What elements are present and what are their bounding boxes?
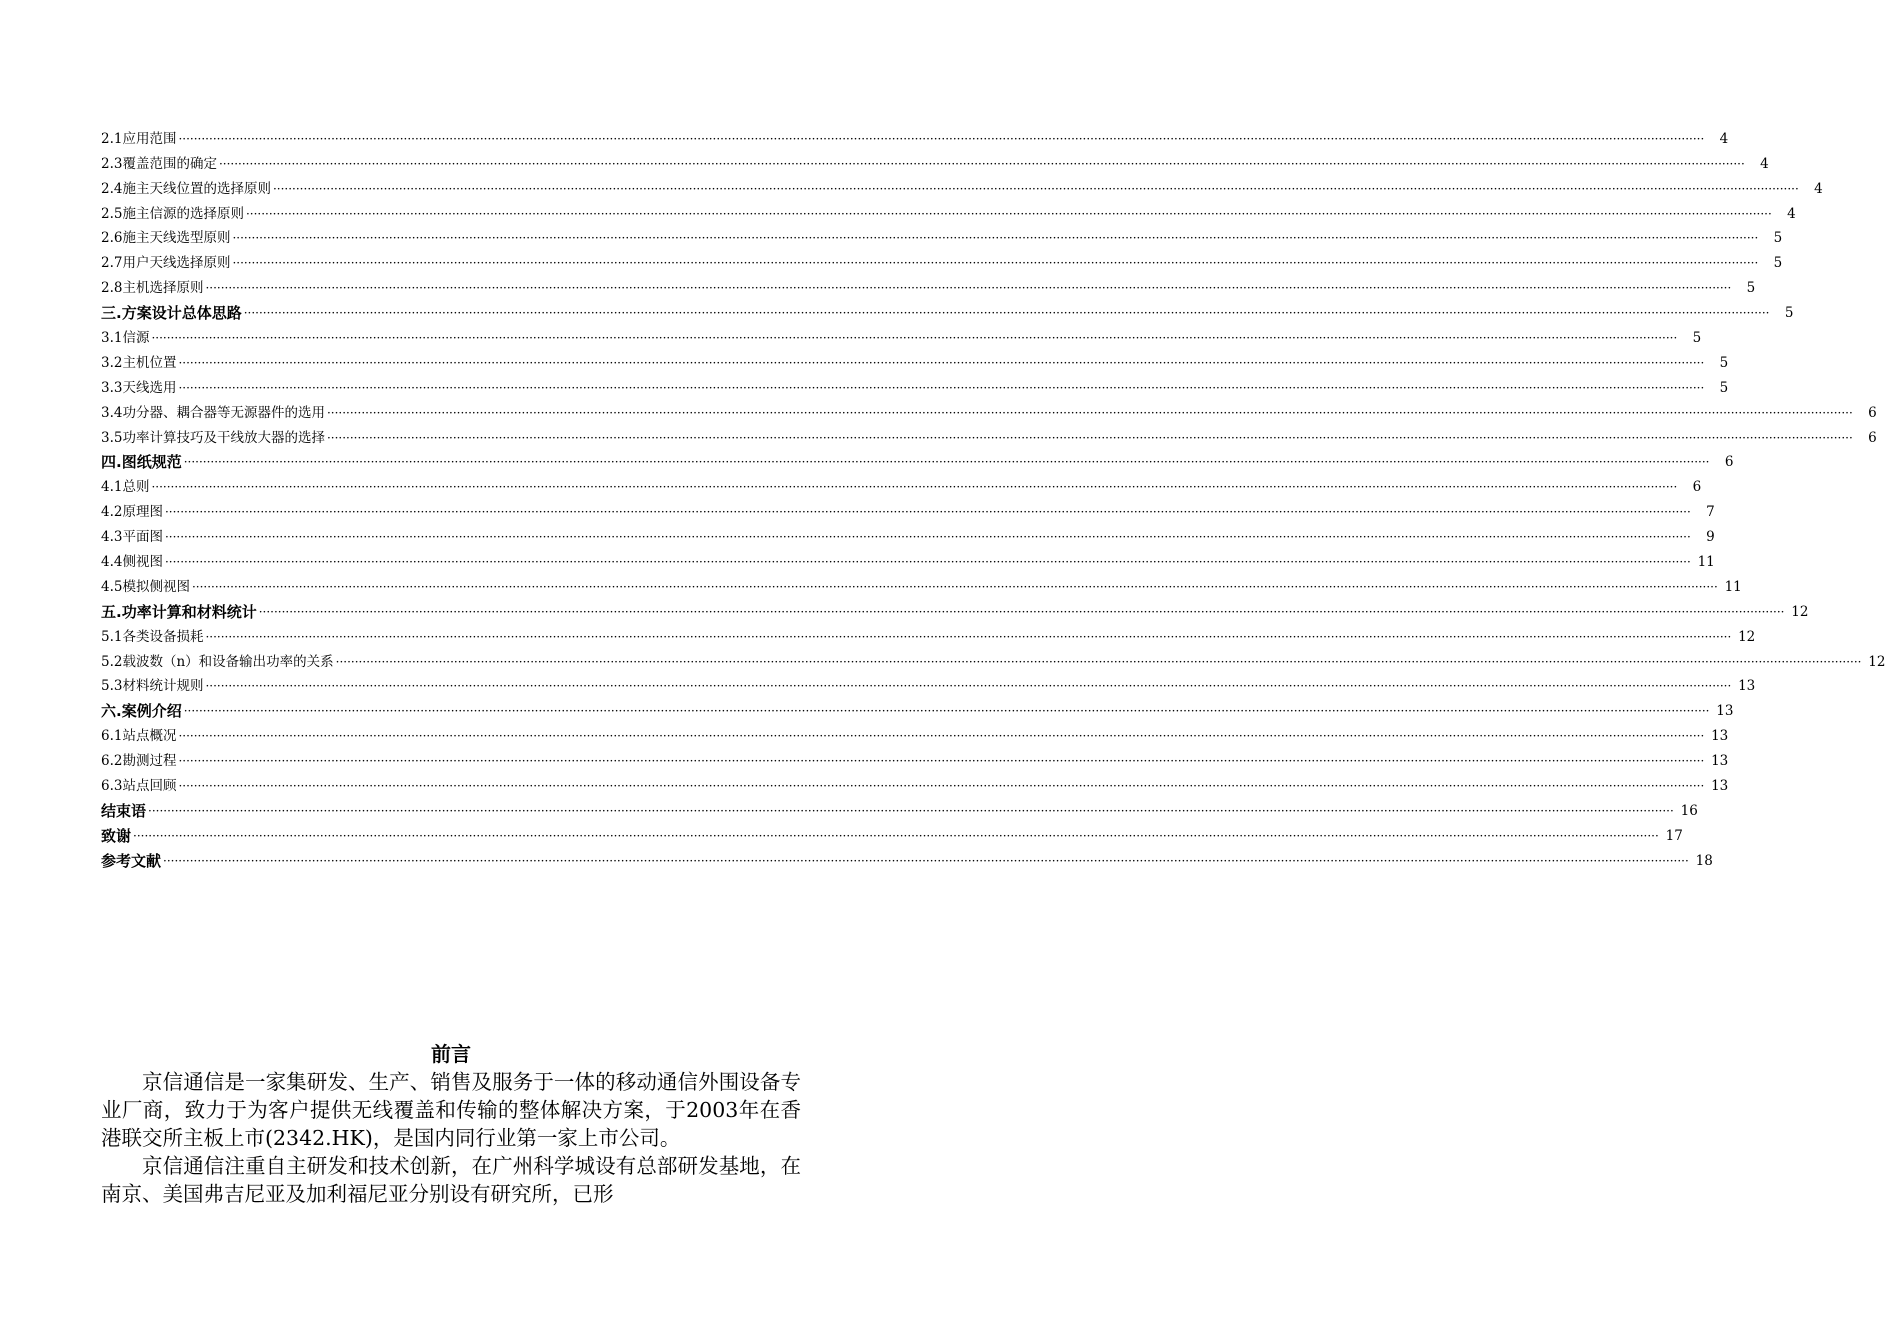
toc-entry-page: 13: [1711, 728, 1729, 745]
toc-entry: [101, 248, 1783, 273]
toc-entry: [101, 597, 1809, 622]
toc-entry: [101, 423, 1877, 448]
toc-entry-page: 9: [1706, 529, 1715, 546]
toc-entry: [101, 522, 1715, 547]
toc-entry: [101, 672, 1756, 697]
toc-leader-dots: ················································································································································································································································································································································································································: [178, 131, 1705, 146]
toc-leader-dots: ················································································································································································································································································································································································································: [205, 281, 1732, 296]
toc-entry: [101, 647, 1885, 672]
toc-leader-dots: ················································································································································································································································································································································································································: [163, 853, 1689, 868]
preface-paragraph: 京信通信是一家集研发、生产、销售及服务于一体的移动通信外围设备专业厂商，致力于为客户提供无线覆盖和传输的整体解决方案，于2003年在香港联交所主板上市(2342.HK)，是国内同行业第一家上市公司。: [101, 1070, 801, 1150]
toc-entry: [101, 497, 1715, 522]
toc-entry-title: 2.8主机选择原则: [101, 280, 204, 297]
toc-leader-dots: ················································································································································································································································································································································································································: [191, 579, 1718, 594]
toc-entry-title: 3.2主机位置: [101, 354, 177, 371]
toc-leader-dots: ················································································································································································································································································································································································································: [164, 530, 1691, 545]
toc-entry-title: 5.3材料统计规则: [101, 678, 204, 695]
toc-leader-dots: ················································································································································································································································································································································································································: [218, 156, 1745, 171]
toc-entry-page: 6: [1868, 429, 1877, 446]
toc-entry: [101, 547, 1715, 572]
toc-leader-dots: ················································································································································································································································································································································································································: [326, 430, 1853, 445]
toc-entry-title: 结束语: [101, 801, 147, 820]
toc-entry-title: 致谢: [101, 826, 132, 845]
toc-entry-title: 5.2载波数（n）和设备输出功率的关系: [101, 653, 334, 670]
toc-entry: [101, 796, 1698, 821]
toc-entry-title: 6.1站点概况: [101, 728, 177, 745]
toc-entry-page: 5: [1746, 280, 1756, 297]
toc-entry-page: 5: [1692, 330, 1702, 347]
toc-entry-title: 2.1应用范围: [101, 130, 177, 147]
toc-entry-title: 六.案例介绍: [101, 702, 182, 721]
toc-entry-page: 18: [1695, 852, 1713, 869]
toc-entry: [101, 298, 1794, 323]
toc-leader-dots: ················································································································································································································································································································································································································: [148, 803, 1674, 818]
toc-entry-page: 11: [1724, 578, 1742, 595]
toc-entry-page: 6: [1868, 404, 1877, 421]
toc-entry-page: 17: [1665, 827, 1683, 844]
toc-entry: [101, 373, 1729, 398]
toc-entry-page: 4: [1787, 205, 1796, 222]
toc-entry: [101, 821, 1683, 846]
toc-entry-title: 3.3天线选用: [101, 379, 177, 396]
toc-leader-dots: ················································································································································································································································································································································································································: [272, 181, 1799, 196]
toc-entry-page: 13: [1711, 778, 1729, 795]
toc-leader-dots: ················································································································································································································································································································································································································: [232, 256, 1759, 271]
toc-entry-page: 12: [1868, 653, 1885, 670]
toc-leader-dots: ················································································································································································································································································································································································································: [205, 679, 1732, 694]
toc-leader-dots: ················································································································································································································································································································································································································: [232, 231, 1759, 246]
toc-entry: [101, 771, 1729, 796]
toc-entry-title: 5.1各类设备损耗: [101, 628, 204, 645]
toc-leader-dots: ················································································································································································································································································································································································································: [164, 505, 1691, 520]
toc-leader-dots: ················································································································································································································································································································································································································: [164, 555, 1691, 570]
toc-entry: [101, 224, 1783, 249]
toc-entry-page: 6: [1692, 479, 1702, 496]
toc-entry-page: 12: [1791, 603, 1809, 620]
toc-entry-title: 五.功率计算和材料统计: [101, 602, 257, 621]
toc-entry: [101, 572, 1742, 597]
toc-entry: [101, 323, 1702, 348]
toc-entry: [101, 348, 1729, 373]
toc-leader-dots: ················································································································································································································································································································································································································: [133, 828, 1659, 843]
toc-leader-dots: ················································································································································································································································································································································································································: [258, 604, 1785, 619]
toc-leader-dots: ················································································································································································································································································································································································································: [335, 654, 1862, 669]
toc-entry: [101, 622, 1756, 647]
toc-entry-title: 3.1信源: [101, 330, 150, 347]
toc-entry: [101, 199, 1796, 224]
toc-entry: [101, 448, 1734, 473]
toc-entry-title: 6.2勘测过程: [101, 753, 177, 770]
toc-entry-page: 7: [1706, 504, 1715, 521]
toc-entry-title: 4.2原理图: [101, 504, 163, 521]
toc-entry-title: 4.5模拟侧视图: [101, 578, 190, 595]
toc-entry-page: 5: [1784, 305, 1794, 322]
toc-leader-dots: ················································································································································································································································································································································································································: [243, 306, 1770, 321]
toc-entry-page: 13: [1711, 753, 1729, 770]
toc-leader-dots: ················································································································································································································································································································································································································: [183, 704, 1710, 719]
toc-entry: [101, 721, 1729, 746]
toc-leader-dots: ················································································································································································································································································································································································································: [178, 754, 1705, 769]
toc-entry: [101, 273, 1756, 298]
toc-entry: [101, 398, 1877, 423]
preface-paragraph: 京信通信注重自主研发和技术创新，在广州科学城设有总部研发基地，在南京、美国弗吉尼亚及加利福尼亚分别设有研究所，已形: [101, 1154, 801, 1206]
toc-entry: [101, 149, 1769, 174]
toc-entry-title: 2.4施主天线位置的选择原则: [101, 180, 271, 197]
toc-leader-dots: ················································································································································································································································································································································································································: [178, 355, 1705, 370]
toc-entry-page: 13: [1738, 678, 1756, 695]
toc-entry-title: 四.图纸规范: [101, 453, 182, 472]
toc-entry-title: 参考文献: [101, 851, 162, 870]
toc-leader-dots: ················································································································································································································································································································································································································: [245, 206, 1772, 221]
toc-entry-page: 4: [1719, 130, 1729, 147]
toc-entry-page: 4: [1814, 180, 1823, 197]
toc-entry: [101, 846, 1713, 871]
toc-entry-title: 4.4侧视图: [101, 554, 163, 571]
toc-entry-title: 4.1总则: [101, 479, 150, 496]
toc-leader-dots: ················································································································································································································································································································································································································: [183, 455, 1710, 470]
toc-leader-dots: ················································································································································································································································································································································································································: [178, 779, 1705, 794]
toc-entry-page: 5: [1719, 354, 1729, 371]
toc-leader-dots: ················································································································································································································································································································································································································: [205, 629, 1732, 644]
toc-entry-page: 5: [1773, 230, 1783, 247]
toc-entry-title: 2.3覆盖范围的确定: [101, 155, 217, 172]
toc-entry-page: 5: [1719, 379, 1729, 396]
toc-leader-dots: ················································································································································································································································································································································································································: [178, 729, 1705, 744]
toc-entry-title: 3.5功率计算技巧及干线放大器的选择: [101, 429, 325, 446]
toc-entry-page: 13: [1716, 703, 1734, 720]
toc-entry-page: 5: [1773, 255, 1783, 272]
preface-title: 前言: [431, 1042, 471, 1066]
table-of-contents: [101, 124, 1885, 871]
preface-section: [101, 1040, 801, 1208]
toc-entry-title: 2.7用户天线选择原则: [101, 255, 231, 272]
toc-leader-dots: ················································································································································································································································································································································································································: [151, 331, 1678, 346]
toc-entry-title: 三.方案设计总体思路: [101, 304, 242, 323]
toc-entry-page: 12: [1738, 628, 1756, 645]
toc-entry-page: 6: [1724, 454, 1734, 471]
toc-entry-title: 3.4功分器、耦合器等无源器件的选用: [101, 404, 325, 421]
toc-entry: [101, 746, 1729, 771]
toc-entry-page: 4: [1760, 155, 1769, 172]
toc-entry-title: 2.6施主天线选型原则: [101, 230, 231, 247]
toc-entry-title: 6.3站点回顾: [101, 778, 177, 795]
toc-entry-title: 4.3平面图: [101, 529, 163, 546]
toc-entry-page: 16: [1680, 802, 1698, 819]
toc-leader-dots: ················································································································································································································································································································································································································: [151, 480, 1678, 495]
toc-entry-page: 11: [1697, 554, 1715, 571]
toc-leader-dots: ················································································································································································································································································································································································································: [178, 380, 1705, 395]
toc-entry: [101, 124, 1729, 149]
toc-leader-dots: ················································································································································································································································································································································································································: [326, 405, 1853, 420]
toc-entry: [101, 696, 1734, 721]
toc-entry: [101, 174, 1823, 199]
toc-entry: [101, 472, 1702, 497]
toc-entry-title: 2.5施主信源的选择原则: [101, 205, 244, 222]
